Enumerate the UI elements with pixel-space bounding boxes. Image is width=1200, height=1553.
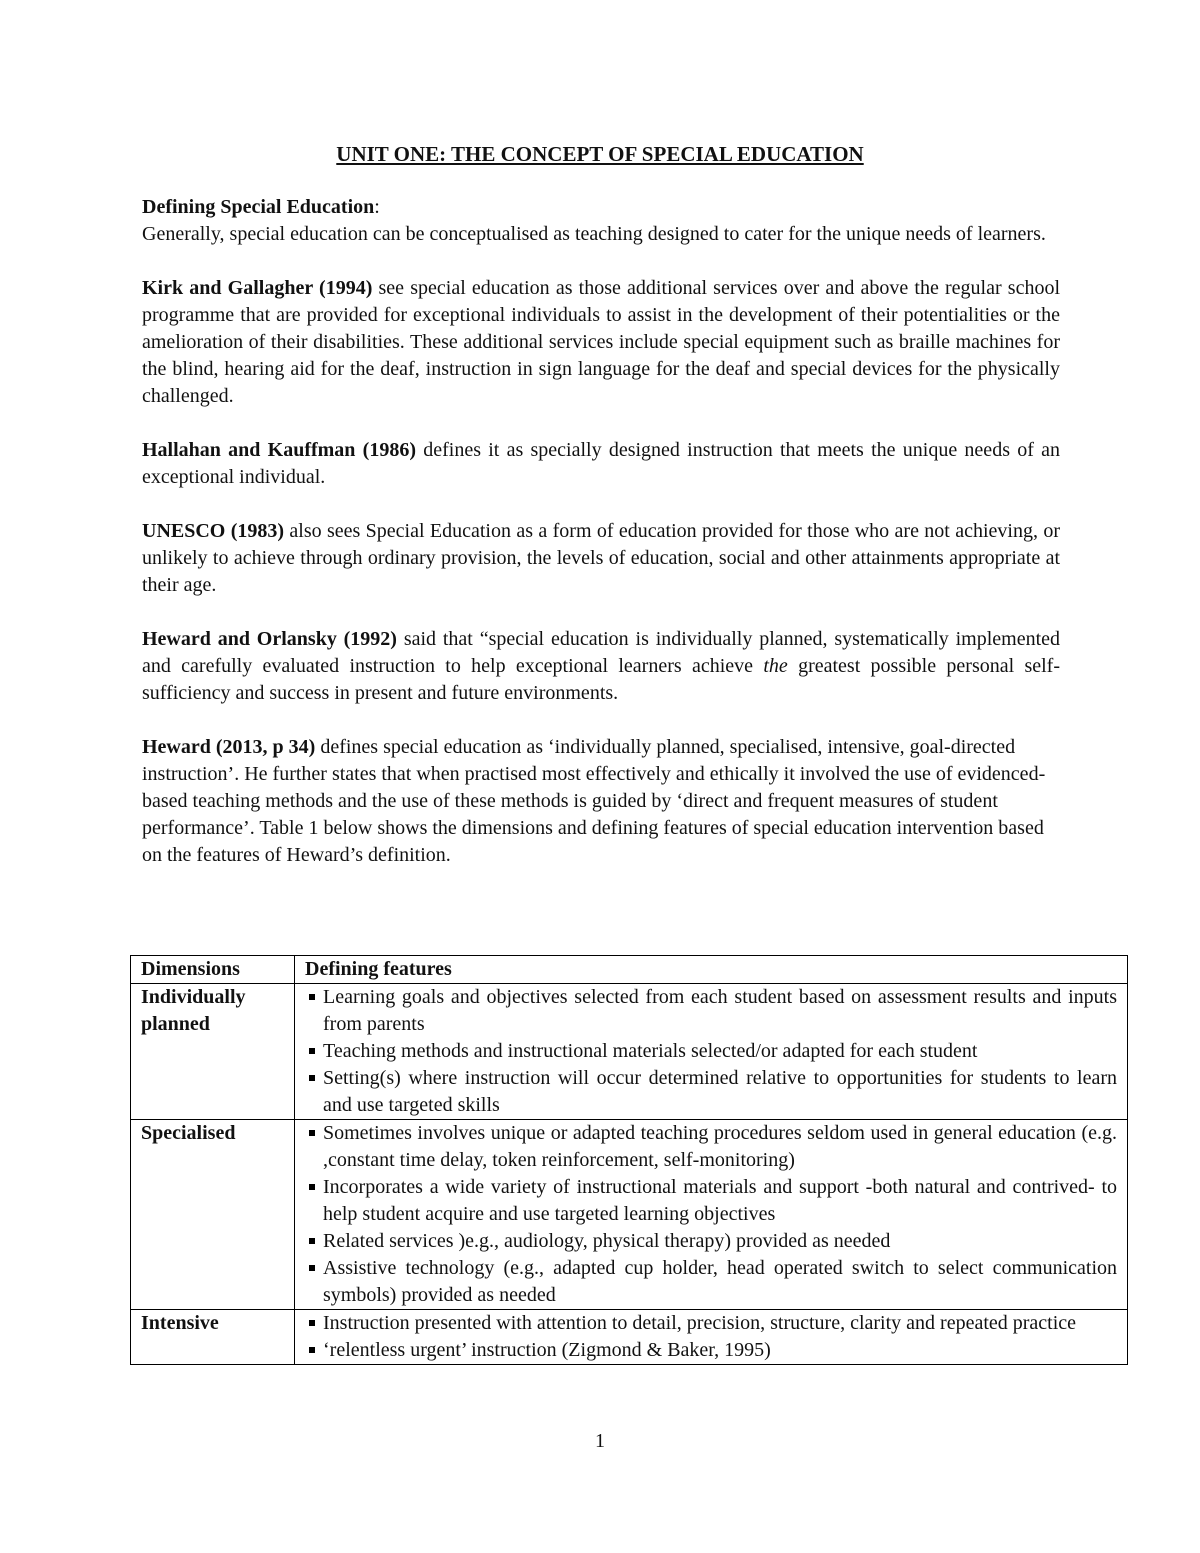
features-cell bbox=[295, 1310, 1128, 1365]
feature-item: Teaching methods and instructional materials selected/or adapted for each student bbox=[305, 1038, 1117, 1065]
paragraph-hallahan-kauffman: Hallahan and Kauffman (1986) defines it as specially designed instruction that meets the unique needs of an exceptional individual. bbox=[142, 439, 1060, 488]
paragraph-heward-orlansky: Heward and Orlansky (1992) said that “special education is individually planned, systematically implemented and carefully evaluated instruction to help exceptional learners achieve the greatest possible personal self-sufficiency and success in present and future environments. bbox=[142, 628, 1061, 704]
paragraph-kirk-gallagher: Kirk and Gallagher (1994) see special education as those additional services over and above the regular school programme that are provided for exceptional individuals to assist in the development of their potentialities or the amelioration of their disabilities. These additional services include special equipment such as braille machines for the blind, hearing aid for the deaf, instruction in sign language for the deaf and special devices for the physically challenged. bbox=[142, 277, 1060, 407]
document-body bbox=[142, 194, 1060, 896]
table-row bbox=[131, 984, 1128, 1120]
features-cell bbox=[295, 984, 1128, 1120]
citation: Hallahan and Kauffman (1986) bbox=[142, 439, 416, 461]
feature-item: Instruction presented with attention to detail, precision, structure, clarity and repeated practice bbox=[305, 1310, 1117, 1337]
feature-item: Sometimes involves unique or adapted teaching procedures seldom used in general education (e.g. ,constant time delay, token reinforcement, self-monitoring) bbox=[305, 1120, 1117, 1174]
feature-item: Learning goals and objectives selected from each student based on assessment results and inputs from parents bbox=[305, 984, 1117, 1038]
dimension-cell: Intensive bbox=[131, 1310, 295, 1365]
header-defining-features: Defining features bbox=[295, 956, 1128, 984]
defining-heading-text: Defining Special Education bbox=[142, 196, 375, 218]
defining-paragraph: Generally, special education can be conceptualised as teaching designed to cater for the unique needs of learners. bbox=[142, 223, 1046, 245]
feature-item: Assistive technology (e.g., adapted cup holder, head operated switch to select communication symbols) provided as needed bbox=[305, 1255, 1117, 1309]
feature-item: Related services )e.g., audiology, physical therapy) provided as needed bbox=[305, 1228, 1117, 1255]
table-header-row bbox=[131, 956, 1128, 984]
header-dimensions: Dimensions bbox=[131, 956, 295, 984]
feature-item: Incorporates a wide variety of instructional materials and support -both natural and contrived- to help student acquire and use targeted learning objectives bbox=[305, 1174, 1117, 1228]
defining-heading: Defining Special Education: bbox=[142, 196, 380, 218]
citation: UNESCO (1983) bbox=[142, 520, 285, 542]
dimension-cell: Specialised bbox=[131, 1120, 295, 1310]
feature-item: Setting(s) where instruction will occur determined relative to opportunities for students to learn and use targeted skills bbox=[305, 1065, 1117, 1119]
page-number: 1 bbox=[595, 1430, 605, 1452]
dimension-cell: Individually planned bbox=[131, 984, 295, 1120]
dimensions-table bbox=[130, 955, 1128, 1365]
page-title: UNIT ONE: THE CONCEPT OF SPECIAL EDUCATION bbox=[336, 142, 864, 166]
citation: Heward and Orlansky (1992) bbox=[142, 628, 397, 650]
citation: Kirk and Gallagher (1994) bbox=[142, 277, 373, 299]
table-row bbox=[131, 1120, 1128, 1310]
paragraph-unesco: UNESCO (1983) also sees Special Education as a form of education provided for those who are not achieving, or unlikely to achieve through ordinary provision, the levels of education, social and other attainments appropriate at their age. bbox=[142, 520, 1061, 596]
citation: Heward (2013, p 34) bbox=[142, 736, 316, 758]
paragraph-heward: Heward (2013, p 34) defines special education as ‘individually planned, specialised, intensive, goal-directed instruction’. He further states that when practised most effectively and ethically it involved the use of evidenced-based teaching methods and the use of these methods is guided by ‘direct and frequent measures of student performance’. Table 1 below shows the dimensions and defining features of special education intervention based on the features of Heward’s definition. bbox=[142, 736, 1046, 866]
feature-item: ‘relentless urgent’ instruction (Zigmond & Baker, 1995) bbox=[305, 1337, 1117, 1364]
features-cell bbox=[295, 1120, 1128, 1310]
table-row bbox=[131, 1310, 1128, 1365]
